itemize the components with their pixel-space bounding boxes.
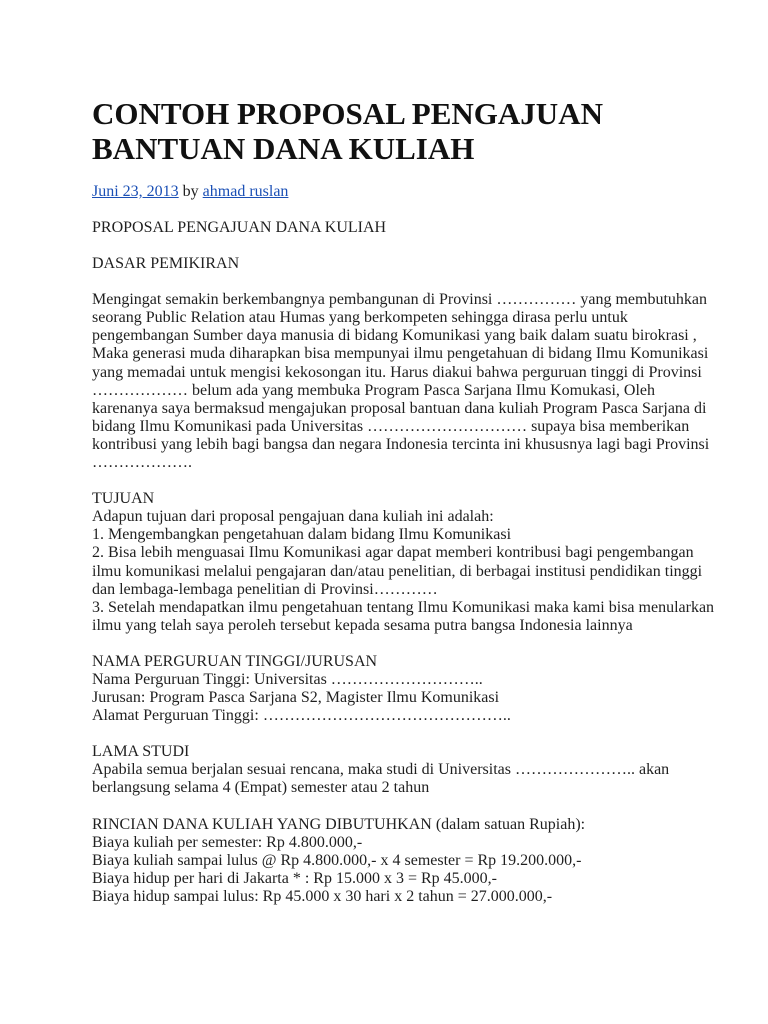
text-line: berlangsung selama 4 (Empat) semester atau 2 tahun	[92, 779, 430, 797]
dasar-heading: DASAR PEMIKIRAN	[92, 255, 240, 273]
by-label: by	[182, 183, 199, 200]
document-page	[92, 96, 732, 906]
post-meta	[92, 183, 732, 201]
text-line: Apabila semua berjalan sesuai rencana, maka studi di Universitas ………………….. akan	[92, 761, 670, 779]
dasar-paragraph	[92, 291, 732, 472]
text-line: ……………….	[92, 454, 192, 472]
text-line: pengembangan Sumber daya manusia di bidang Komunikasi yang baik dalam suatu birokrasi ,	[92, 327, 697, 345]
post-date-link[interactable]: Juni 23, 2013	[92, 183, 179, 200]
perguruan-section	[92, 653, 732, 725]
text-line: 1. Mengembangkan pengetahuan dalam bidang Ilmu Komunikasi	[92, 526, 512, 544]
text-line: Mengingat semakin berkembangnya pembangunan di Provinsi …………… yang membutuhkan	[92, 291, 707, 309]
article-title	[92, 96, 732, 166]
text-line: Maka generasi muda diharapkan bisa mempunyai ilmu pengetahuan di bidang Ilmu Komunikasi	[92, 345, 709, 363]
rincian-section	[92, 816, 732, 906]
text-line: kontribusi yang lebih bagi bangsa dan negara Indonesia tercinta ini khususnya lagi bagi Provinsi	[92, 435, 710, 453]
text-line: RINCIAN DANA KULIAH YANG DIBUTUHKAN (dalam satuan Rupiah):	[92, 815, 586, 833]
text-line: Adapun tujuan dari proposal pengajuan dana kuliah ini adalah:	[92, 508, 494, 526]
text-line: 3. Setelah mendapatkan ilmu pengetahuan tentang Ilmu Komunikasi maka kami bisa menularkan	[92, 598, 715, 616]
proposal-heading: PROPOSAL PENGAJUAN DANA KULIAH	[92, 219, 387, 236]
lama-studi-section	[92, 743, 732, 797]
text-line: yang memadai untuk mengisi kekosongan itu. Harus diakui bahwa perguruan tinggi di Provinsi	[92, 363, 702, 381]
text-line: bidang Ilmu Komunikasi pada Universitas ………………………… supaya bisa memberikan	[92, 417, 690, 435]
title-line: CONTOH PROPOSAL PENGAJUAN	[92, 96, 603, 131]
text-line: LAMA STUDI	[92, 743, 190, 761]
author-link[interactable]: ahmad ruslan	[202, 183, 289, 200]
text-line: TUJUAN	[92, 490, 155, 508]
text-line: ……………… belum ada yang membuka Program Pasca Sarjana Ilmu Komukasi, Oleh	[92, 381, 655, 399]
tujuan-section	[92, 490, 732, 635]
text-line: ilmu yang telah saya peroleh tersebut kepada sesama putra bangsa Indonesia lainnya	[92, 616, 633, 634]
text-line: 2. Bisa lebih menguasai Ilmu Komunikasi agar dapat memberi kontribusi bagi pengembangan	[92, 544, 694, 562]
text-line: dan lembaga-lembaga penelitian di Provinsi…………	[92, 580, 438, 598]
text-line: Biaya kuliah sampai lulus @ Rp 4.800.000,- x 4 semester = Rp 19.200.000,-	[92, 851, 582, 869]
text-line: seorang Public Relation atau Humas yang berkompeten sehingga dirasa perlu untuk	[92, 309, 628, 327]
text-line: ilmu komunikasi melalui pengajaran dan/atau penelitian, di berbagai institusi pendidikan tinggi	[92, 562, 703, 580]
text-line: Nama Perguruan Tinggi: Universitas ………………………..	[92, 670, 483, 688]
text-line: Biaya hidup sampai lulus: Rp 45.000 x 30 hari x 2 tahun = 27.000.000,-	[92, 887, 553, 905]
text-line: Biaya kuliah per semester: Rp 4.800.000,-	[92, 833, 363, 851]
text-line: Biaya hidup per hari di Jakarta * : Rp 15.000 x 3 = Rp 45.000,-	[92, 869, 497, 887]
text-line: NAMA PERGURUAN TINGGI/JURUSAN	[92, 652, 378, 670]
text-line: Alamat Perguruan Tinggi: ………………………………………..	[92, 707, 511, 725]
text-line: karenanya saya bermaksud mengajukan proposal bantuan dana kuliah Program Pasca Sarjana di	[92, 399, 707, 417]
text-line: Jurusan: Program Pasca Sarjana S2, Magister Ilmu Komunikasi	[92, 689, 500, 707]
title-line: BANTUAN DANA KULIAH	[92, 131, 475, 166]
